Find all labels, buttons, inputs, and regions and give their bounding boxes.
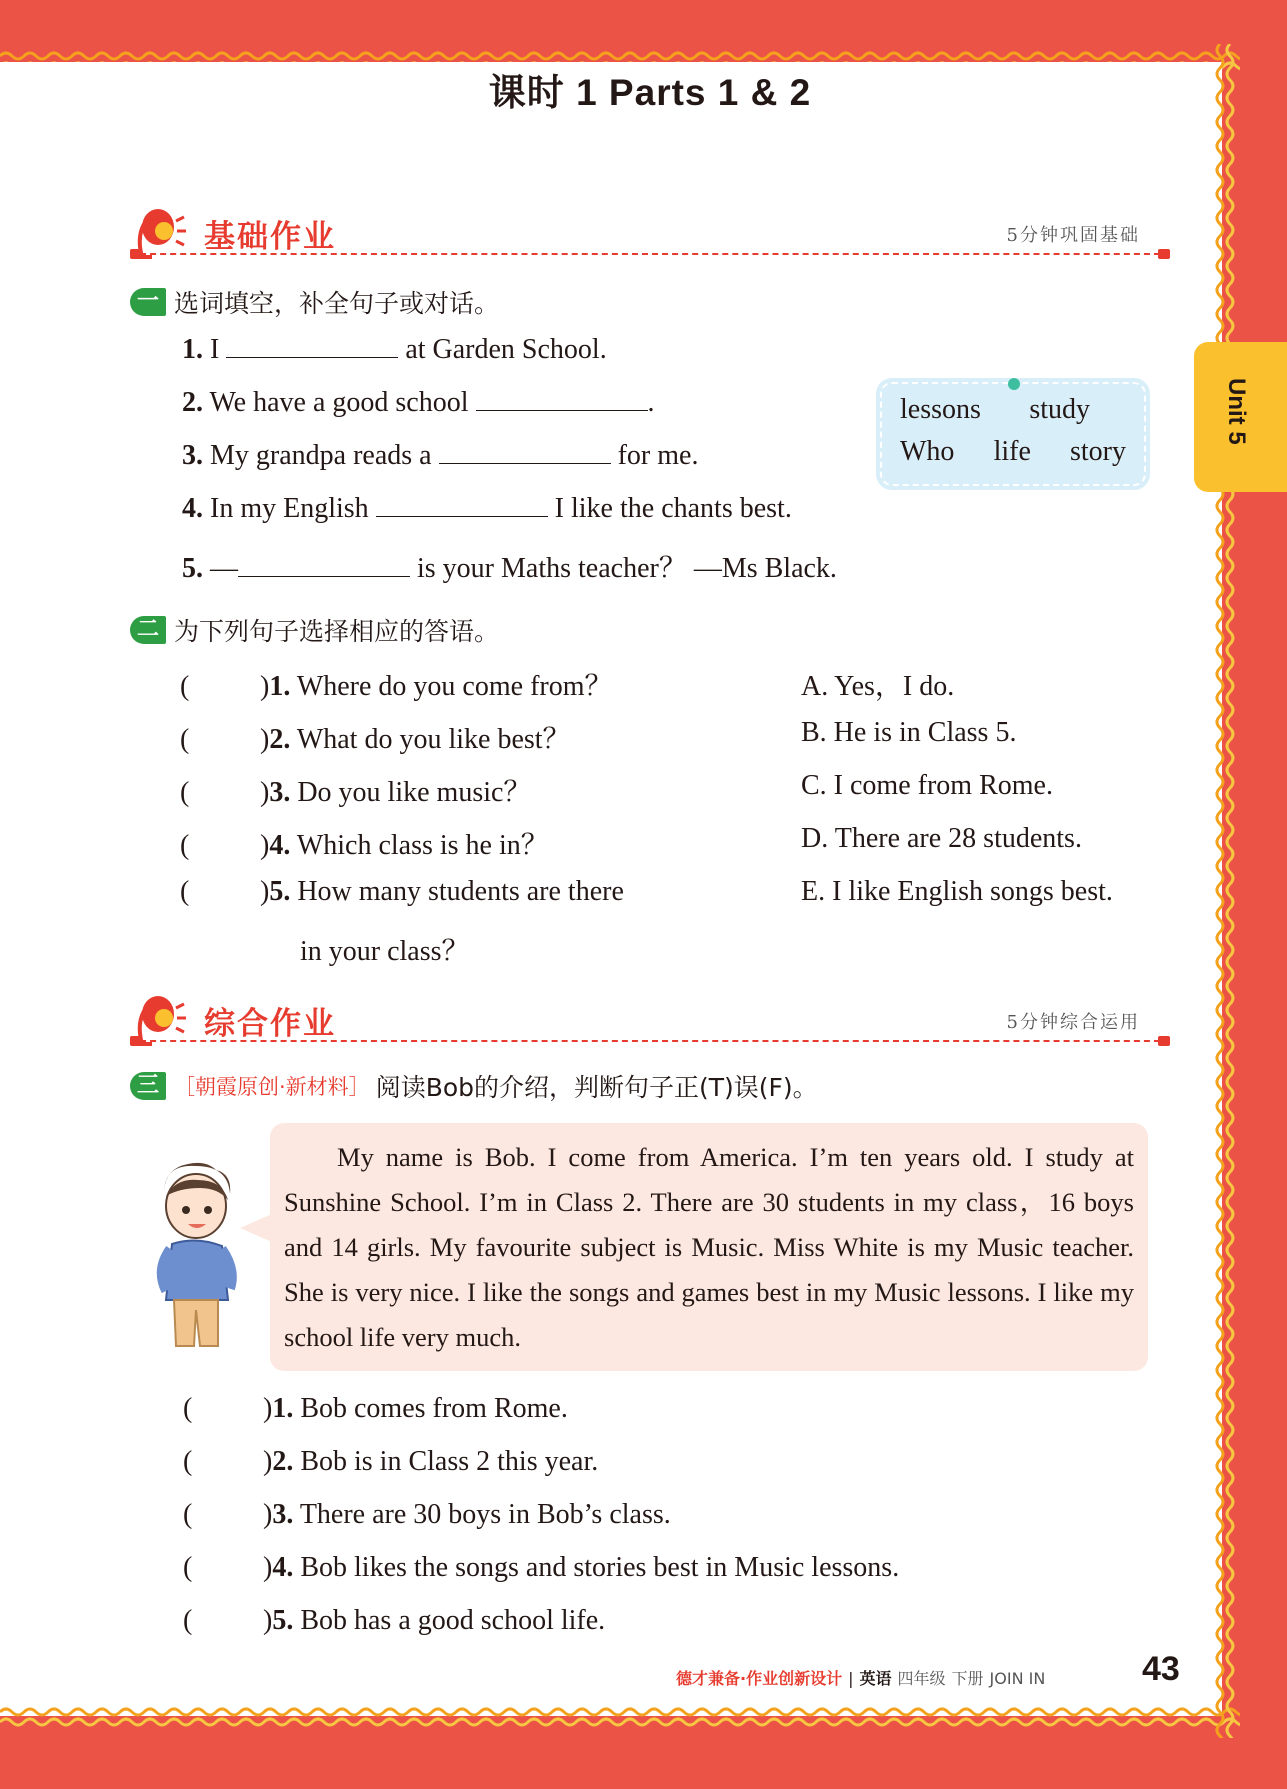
word-option: story [1070,436,1126,467]
footer-edition: JOIN IN [989,1669,1046,1688]
answer-paren[interactable]: ( [180,876,190,907]
item-text-after: is your Maths teacher？ —Ms Black. [410,553,837,584]
section-divider [130,253,1170,255]
answer-paren[interactable]: ( [183,1552,193,1583]
question-3-heading [130,1068,818,1104]
unit-tab[interactable] [1194,342,1287,492]
match-question-5-continued: in your class？ [300,936,470,967]
match-question-1: ( )1. Where do you come from？ [180,671,613,702]
answer-option-b: B. He is in Class 5. [801,717,1017,748]
answer-option-a: A. Yes，I do. [801,671,955,702]
item-number: 4. [269,830,291,861]
unit-tab-label: Unit 5 [1223,378,1250,445]
tf-statement-1: ( )1. Bob comes from Rome. [183,1393,568,1424]
item-text-after: . [647,387,655,418]
reading-passage [270,1123,1148,1371]
footer-separator: | [848,1669,854,1688]
section-comprehensive-title: 综合作业 [204,1006,336,1042]
item-number: 2. [272,1446,294,1477]
fill-item-3 [182,440,698,472]
answer-blank[interactable] [238,555,410,577]
word-bank-row-1 [900,394,1126,426]
fill-item-2 [182,387,655,419]
answer-paren[interactable]: ( [180,830,190,861]
tf-statement-2: ( )2. Bob is in Class 2 this year. [183,1446,599,1477]
answer-option-c: C. I come from Rome. [801,770,1053,801]
question-2-instruction: 为下列句子选择相应的答语。 [174,617,500,646]
item-number: 4. [272,1552,294,1583]
page-number: 43 [1142,1650,1180,1688]
item-number: 5. [182,553,203,584]
answer-option-d: D. There are 28 students. [801,823,1082,854]
question-2-heading [130,612,499,648]
word-option: Who [900,436,955,467]
question-2-number: 二 [130,616,166,644]
section-basic-header [130,205,1170,267]
footer-brand: 德才兼备·作业创新设计 [676,1669,843,1688]
item-number: 4. [182,493,203,524]
word-option: lessons [900,394,981,425]
divider-end-right [1158,1036,1170,1046]
word-bank-box [880,382,1146,486]
item-text-before: I [203,334,227,365]
item-number: 2. [269,724,291,755]
question-text: Where do you come from？ [290,671,613,702]
match-question-2: ( )2. What do you like best？ [180,724,571,755]
question-text: Do you like music？ [290,777,532,808]
divider-end-left [130,1036,142,1046]
item-number: 3. [182,440,203,471]
divider-end-right [1158,249,1170,259]
right-wavy-border [1206,44,1246,1738]
answer-paren[interactable]: ( [183,1605,193,1636]
speech-bubble-tail [240,1214,272,1242]
item-text-after: at Garden School. [398,334,607,365]
item-number: 2. [182,387,203,418]
passage-text: My name is Bob. I come from America. I’m ten years old. I study at Sunshine School. I’m in Class 2. There are 30 students in my class，16 boys and 14 girls. My favourite subject is Music. Miss White is my Music teacher. She is very nice. I like the songs and games best in my Music lessons. I like my school life very much. [284,1142,1134,1352]
question-1-instruction: 选词填空，补全句子或对话。 [174,289,500,318]
item-text-before: In my English [203,493,376,524]
answer-blank[interactable] [226,336,398,358]
match-question-3: ( )3. Do you like music？ [180,777,532,808]
section-basic-note: 5分钟巩固基础 [1006,225,1140,246]
section-basic-title: 基础作业 [204,219,336,255]
divider-end-left [130,249,142,259]
footer-subject: 英语 [859,1669,892,1688]
question-text: Which class is he in？ [290,830,549,861]
word-option: study [1029,394,1090,425]
section-comprehensive-header [130,992,1170,1054]
question-3-tag: ［朝霞原创·新材料］ [174,1075,370,1099]
statement-text: There are 30 boys in Bob’s class. [293,1499,671,1530]
answer-blank[interactable] [476,389,648,411]
answer-blank[interactable] [439,442,611,464]
match-question-4: ( )4. Which class is he in？ [180,830,549,861]
fill-item-1 [182,334,607,366]
item-text-after: I like the chants best. [547,493,792,524]
tf-statement-3: ( )3. There are 30 boys in Bob’s class. [183,1499,671,1530]
item-number: 1. [269,671,291,702]
answer-paren[interactable]: ( [180,777,190,808]
tf-statement-4: ( )4. Bob likes the songs and stories best in Music lessons. [183,1552,900,1583]
question-3-instruction: 阅读Bob的介绍，判断句子正(T)误(F)。 [375,1073,818,1102]
pin-icon [1008,378,1020,390]
question-text: How many students are there [290,876,624,907]
item-number: 1. [182,334,203,365]
item-number: 3. [272,1499,294,1530]
footer-volume: 下册 [951,1669,984,1688]
statement-text: Bob is in Class 2 this year. [293,1446,599,1477]
item-text-before: We have a good school [203,387,476,418]
item-number: 1. [272,1393,294,1424]
item-number: 5. [269,876,291,907]
answer-paren[interactable]: ( [180,671,190,702]
answer-paren[interactable]: ( [183,1446,193,1477]
section-divider [130,1040,1170,1042]
item-text-before: My grandpa reads a [203,440,439,471]
question-1-heading [130,284,499,320]
tf-statement-5: ( )5. Bob has a good school life. [183,1605,606,1636]
item-text-after: for me. [610,440,699,471]
answer-paren[interactable]: ( [183,1499,193,1530]
word-option: life [993,436,1031,467]
item-text-before: — [203,553,238,584]
answer-paren[interactable]: ( [183,1393,193,1424]
statement-text: Bob comes from Rome. [293,1393,568,1424]
question-3-number: 三 [130,1072,166,1100]
page-title: 课时 1 Parts 1 & 2 [488,72,812,113]
word-bank-row-2 [900,436,1126,468]
boy-illustration [146,1160,246,1350]
footer-grade: 四年级 [897,1669,946,1688]
answer-blank[interactable] [376,495,548,517]
item-number: 3. [269,777,291,808]
match-question-5: ( )5. How many students are there [180,876,624,907]
answer-option-e: E. I like English songs best. [801,876,1113,907]
page-footer [676,1666,1045,1689]
question-1-number: 一 [130,288,166,316]
statement-text: Bob likes the songs and stories best in Music lessons. [293,1552,900,1583]
bottom-wavy-border [0,1698,1240,1738]
question-text: What do you like best？ [290,724,571,755]
fill-item-4 [182,493,792,525]
fill-item-5 [182,546,837,586]
section-comprehensive-note: 5分钟综合运用 [1006,1012,1140,1033]
statement-text: Bob has a good school life. [293,1605,606,1636]
answer-paren[interactable]: ( [180,724,190,755]
item-number: 5. [272,1605,294,1636]
